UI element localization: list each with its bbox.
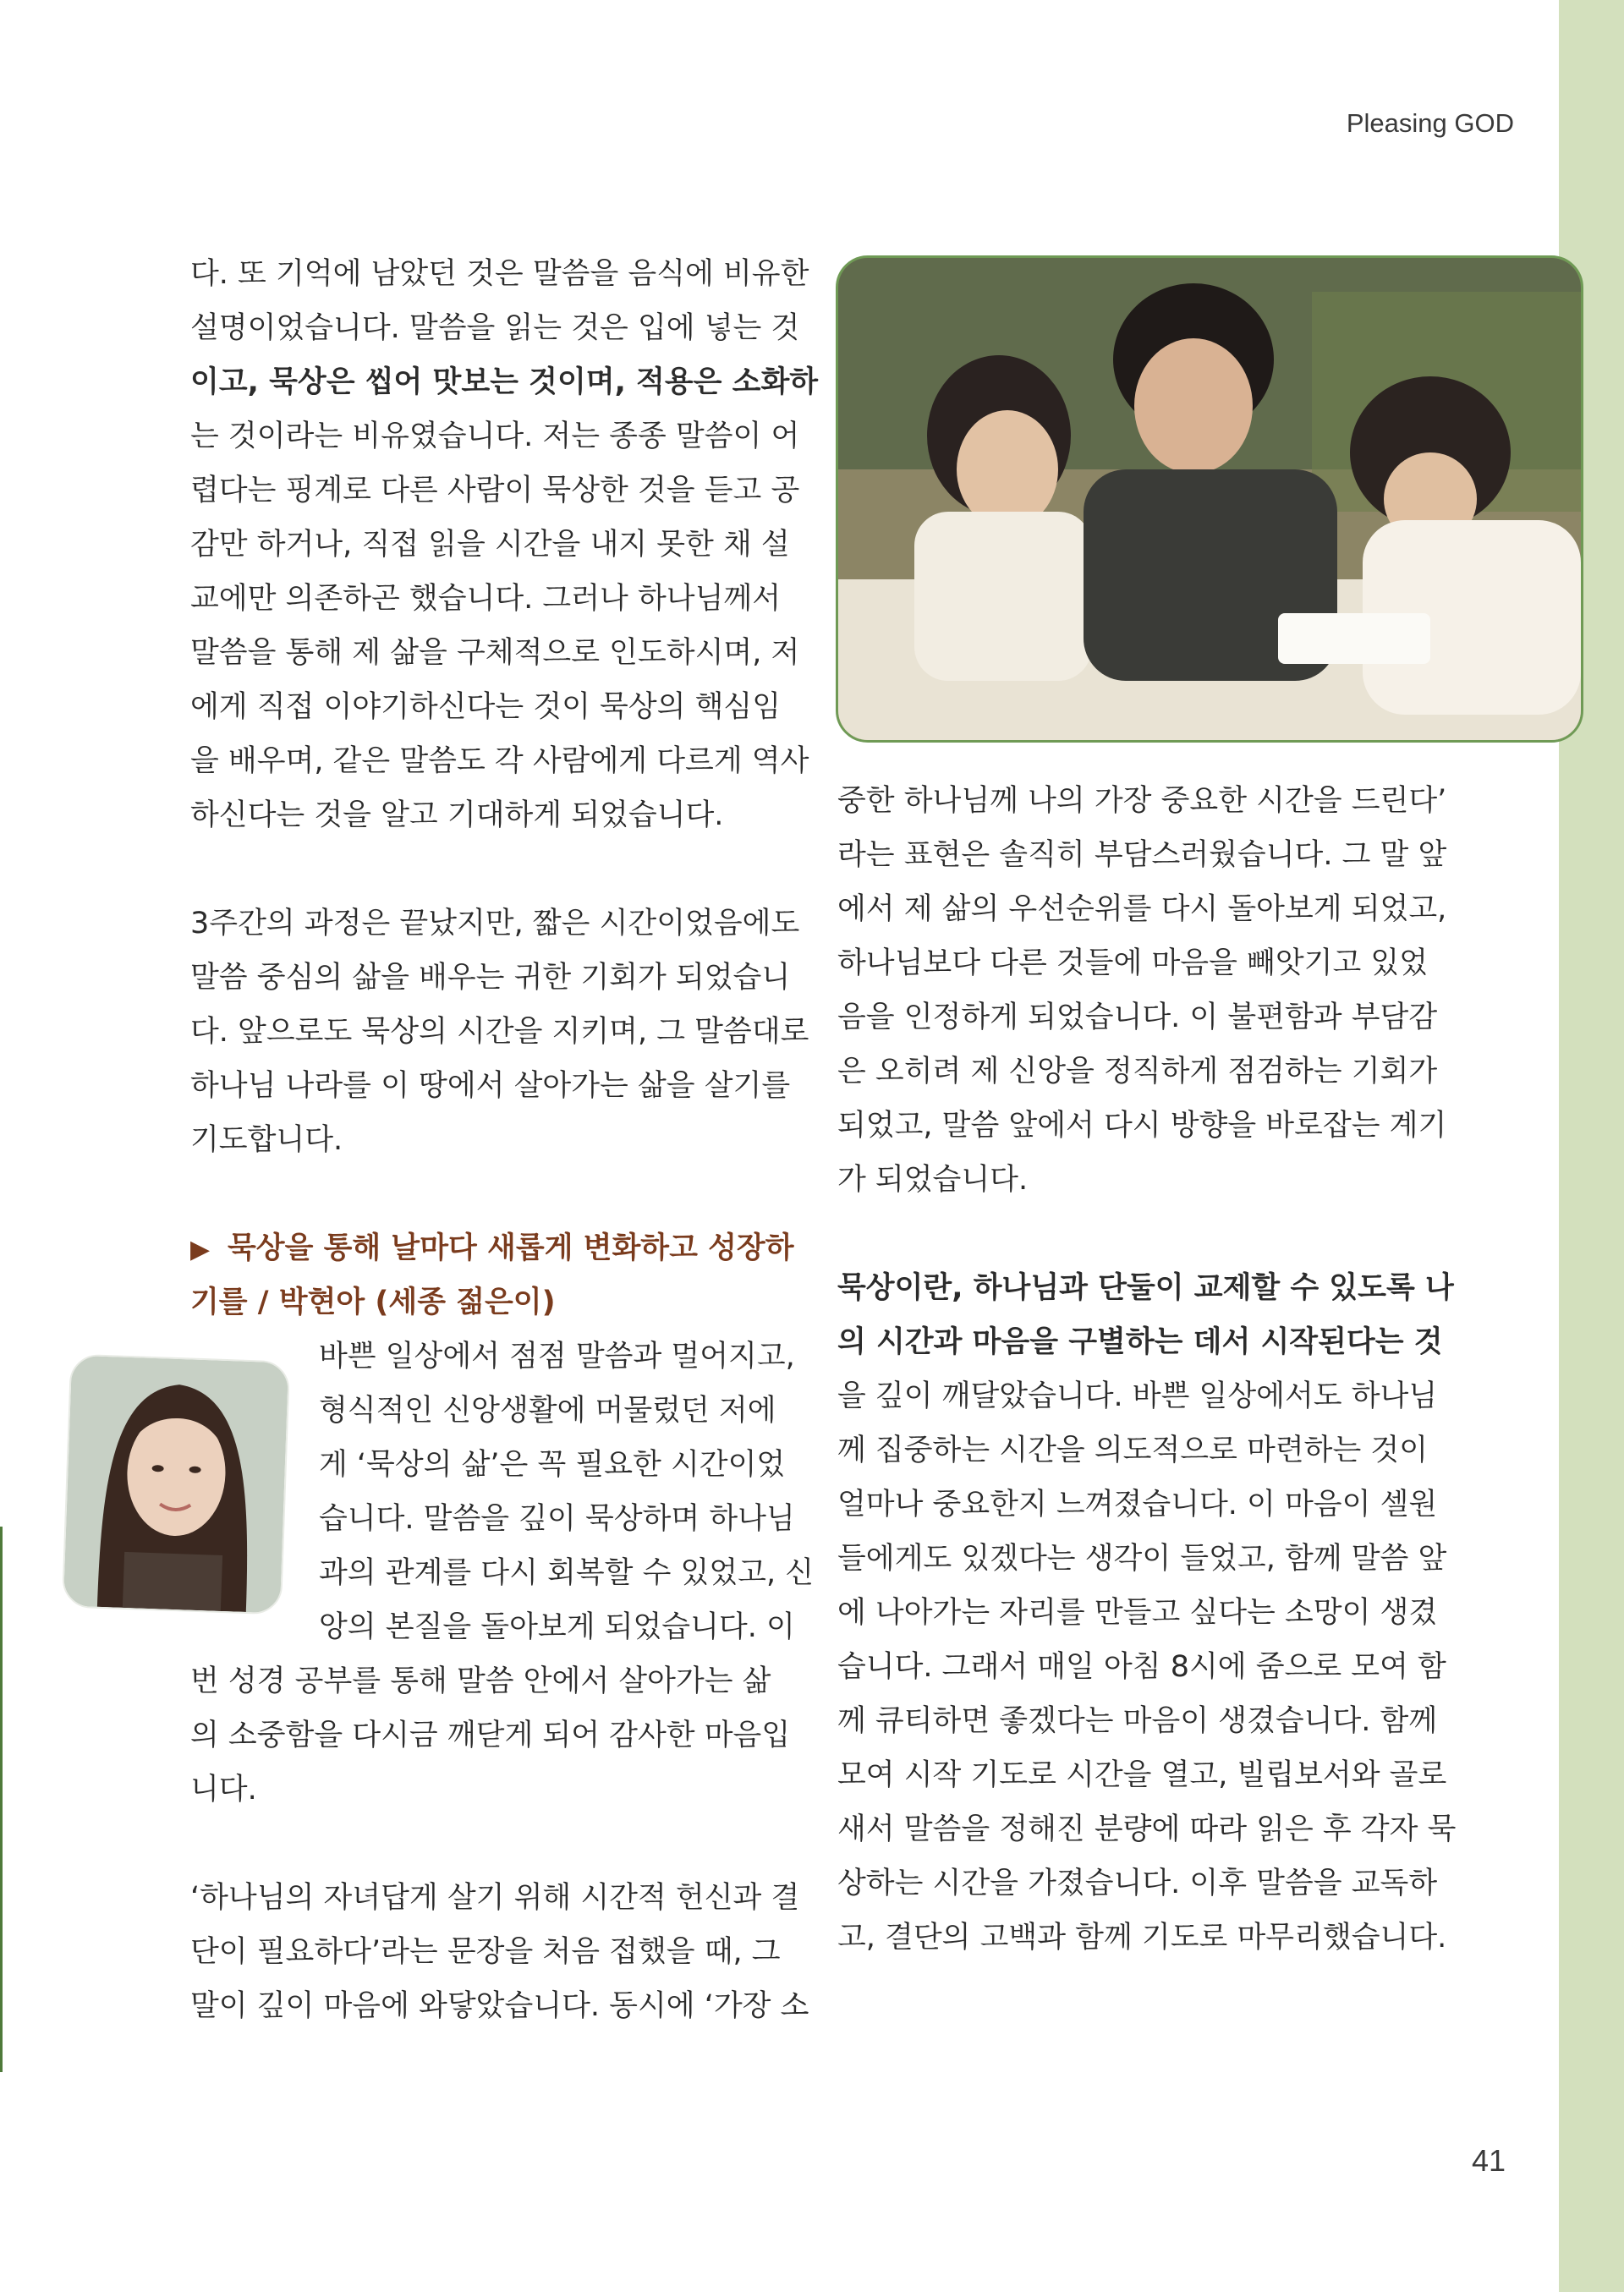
text-line: 께 큐티하면 좋겠다는 마음이 생겼습니다. 함께 (837, 1704, 1438, 1738)
text-line: 형식적인 신앙생활에 머물렀던 저에 (319, 1394, 776, 1428)
right-column (837, 774, 1457, 1965)
running-header: Pleasing GOD (1346, 108, 1514, 138)
woman-portrait-photo-icon (63, 1356, 288, 1614)
text-line: 3주간의 과정은 끝났지만, 짧은 시간이었음에도 (190, 907, 800, 940)
subheading-line-2: 기를 / 박현아 (세종 젊은이) (190, 1286, 556, 1319)
text-line: 들에게도 있겠다는 생각이 들었고, 함께 말씀 앞 (837, 1542, 1447, 1576)
left-paragraph-4 (190, 1871, 809, 2033)
paragraph-gap (190, 842, 791, 897)
section-subheading (190, 1221, 794, 1330)
text-line: 습니다. 그래서 매일 아침 8시에 줌으로 모여 함 (837, 1650, 1446, 1684)
text-line: 습니다. 말씀을 깊이 묵상하며 하나님 (319, 1502, 795, 1536)
text-line: 묵상이란, 하나님과 단둘이 교제할 수 있도록 나 (837, 1271, 1454, 1305)
left-paragraph-2 (190, 897, 809, 1167)
text-line: 얼마나 중요한지 느껴졌습니다. 이 마음이 셀원 (837, 1488, 1438, 1522)
text-line: 바쁜 일상에서 점점 말씀과 멀어지고, (319, 1340, 795, 1374)
text-line: 는 것이라는 비유였습니다. 저는 종종 말씀이 어 (190, 419, 800, 453)
left-margin-line (0, 1527, 3, 2072)
text-line: 과의 관계를 다시 회복할 수 있었고, 신 (319, 1556, 815, 1590)
paragraph-gap (837, 1207, 1438, 1261)
text-line: 라는 표현은 솔직히 부담스러웠습니다. 그 말 앞 (837, 838, 1447, 872)
text-line: 은 오히려 제 신앙을 정직하게 점검하는 기회가 (837, 1055, 1438, 1088)
subheading-line-1 (190, 1221, 794, 1275)
text-line-inner: 설명이었습니다. 말씀을 읽는 것은 입에 넣는 것 (190, 311, 800, 345)
group-bible-study-photo-icon (838, 258, 1581, 740)
text-line: 에서 제 삶의 우선순위를 다시 돌아보게 되었고, (837, 892, 1447, 926)
text-line: 하나님 나라를 이 땅에서 살아가는 삶을 살기를 (190, 1069, 791, 1103)
text-line: 상하는 시간을 가졌습니다. 이후 말씀을 교독하 (837, 1867, 1438, 1900)
text-line (190, 301, 800, 355)
text-line: 고, 결단의 고백과 함께 기도로 마무리했습니다. (837, 1921, 1447, 1955)
text-line: 교에만 의존하곤 했습니다. 그러나 하나님께서 (190, 582, 782, 616)
text-line: 을 깊이 깨달았습니다. 바쁜 일상에서도 하나님 (837, 1379, 1438, 1413)
text-line: 새서 말씀을 정해진 분량에 따라 읽은 후 각자 묵 (837, 1812, 1457, 1846)
text-line: ‘하나님의 자녀답게 살기 위해 시간적 헌신과 결 (190, 1881, 800, 1915)
text-line: 단이 필요하다’라는 문장을 처음 접했을 때, 그 (190, 1935, 781, 1969)
text-line: 의 소중함을 다시금 깨닫게 되어 감사한 마음입 (190, 1719, 791, 1752)
text-line: 말씀 중심의 삶을 배우는 귀한 기회가 되었습니 (190, 961, 791, 995)
text-line: 하나님보다 다른 것들에 마음을 빼앗기고 있었 (837, 946, 1429, 980)
text-line: 이고, 묵상은 씹어 맛보는 것이며, 적용은 소화하 (190, 365, 819, 399)
group-study-photo (836, 255, 1583, 743)
text-line: 에 나아가는 자리를 만들고 싶다는 소망이 생겼 (837, 1596, 1438, 1630)
page-number: 41 (1471, 2143, 1506, 2178)
text-line: 말씀을 통해 제 삶을 구체적으로 인도하시며, 저 (190, 636, 800, 670)
text-line: 께 집중하는 시간을 의도적으로 마련하는 것이 (837, 1434, 1429, 1467)
text-line: 게 ‘묵상의 삶’은 꼭 필요한 시간이었 (319, 1448, 786, 1482)
text-line: 앙의 본질을 돌아보게 되었습니다. 이 (319, 1610, 795, 1644)
text-line: 되었고, 말씀 앞에서 다시 방향을 바로잡는 계기 (837, 1109, 1447, 1143)
right-paragraph-2 (837, 1261, 1457, 1965)
text-line: 감만 하거나, 직접 읽을 시간을 내지 못한 채 설 (190, 528, 790, 562)
text-line: 말이 깊이 마음에 와닿았습니다. 동시에 ‘가장 소 (190, 1989, 809, 2023)
text-line: 렵다는 핑계로 다른 사람이 묵상한 것을 듣고 공 (190, 474, 800, 507)
text-line: 다. 또 기억에 남았던 것은 말씀을 음식에 비유한 (190, 257, 809, 291)
subheading-text-1: 묵상을 통해 날마다 새롭게 변화하고 성장하 (228, 1231, 794, 1265)
triangle-marker-icon: ▶ (190, 1235, 211, 1264)
right-paragraph-1 (837, 774, 1447, 1207)
text-line: 니다. (190, 1773, 257, 1807)
left-paragraph-1 (190, 247, 819, 842)
author-portrait (62, 1354, 290, 1615)
text-line: 모여 시작 기도로 시간을 열고, 빌립보서와 골로 (837, 1758, 1447, 1792)
text-line: 기도합니다. (190, 1123, 343, 1157)
text-line: 음을 인정하게 되었습니다. 이 불편함과 부담감 (837, 1001, 1438, 1034)
text-line: 에게 직접 이야기하신다는 것이 묵상의 핵심임 (190, 690, 782, 724)
text-line: 하신다는 것을 알고 기대하게 되었습니다. (190, 798, 724, 832)
text-line: 중한 하나님께 나의 가장 중요한 시간을 드린다’ (837, 784, 1447, 818)
left-column (190, 247, 819, 2033)
text-line: 가 되었습니다. (837, 1163, 1029, 1197)
text-line: 번 성경 공부를 통해 말씀 안에서 살아가는 삶 (190, 1664, 771, 1698)
text-line: 다. 앞으로도 묵상의 시간을 지키며, 그 말씀대로 (190, 1015, 809, 1049)
text-line: 을 배우며, 같은 말씀도 각 사람에게 다르게 역사 (190, 744, 809, 778)
text-line: 의 시간과 마음을 구별하는 데서 시작된다는 것 (837, 1325, 1443, 1359)
paragraph-gap (190, 1167, 791, 1221)
paragraph-gap (190, 1817, 791, 1871)
